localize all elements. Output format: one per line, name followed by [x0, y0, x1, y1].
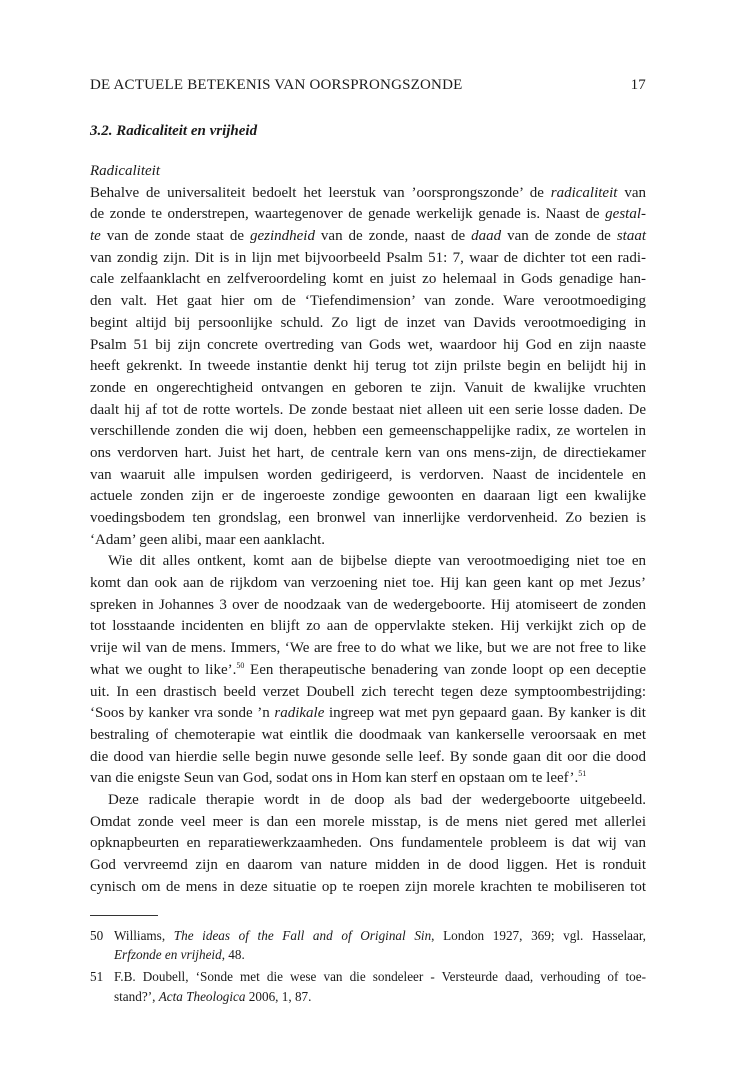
- text-line: [90, 204, 646, 226]
- emphasis: daad: [471, 228, 502, 245]
- text-line: [90, 530, 646, 552]
- text-line: [90, 183, 646, 205]
- emphasis: te: [90, 228, 101, 245]
- text-run: van die enigste Seun van God, sodat ons in Hom kan sterf en opstaan om te leef’.: [90, 770, 579, 787]
- emphasis: radikale: [274, 705, 325, 722]
- footnote-ref[interactable]: 50: [236, 660, 245, 670]
- text-line: [90, 812, 646, 834]
- text-line: [90, 616, 646, 638]
- text-run: Williams,: [114, 928, 174, 943]
- text-run: die dood van hierdie selle begin nuwe gesonde selle leef. By sonde gaan dit oor die dood: [90, 748, 646, 765]
- text-line: [90, 443, 646, 465]
- emphasis: Erfzonde en vrijheid: [114, 947, 222, 963]
- footnote-line: [114, 967, 646, 986]
- footnote-line: [114, 987, 646, 1006]
- text-run: ingreep wat met pyn gepaard gaan. By kanker is dit: [324, 705, 646, 722]
- footnotes: [90, 926, 646, 1009]
- footnote-number: 51: [90, 969, 104, 985]
- text-run: Deze radicale therapie wordt in de doop als bad der wedergeboorte uitgebeeld.: [108, 791, 646, 808]
- text-line: [90, 486, 646, 508]
- text-line: [90, 725, 646, 747]
- text-line: [90, 335, 646, 357]
- text-run: Omdat zonde veel meer is dan een morele misstap, is de mens niet gered met allerlei: [90, 813, 646, 830]
- text-run: daalt hij af tot de rotte wortels. De zonde bestaat niet alleen uit een serie losse daden. De: [90, 401, 646, 418]
- text-run: komt dan ook aan de rijkdom van verzoening niet toe. Hij kan geen kant op met Jezus’: [90, 575, 646, 592]
- body-text: [90, 161, 646, 898]
- text-run: spreken in Johannes 3 over de noodzaak van de wedergeboorte. Hij atomiseert de zonden: [90, 596, 646, 613]
- text-line: [90, 248, 646, 270]
- text-run: 2006, 1, 87.: [245, 988, 312, 1004]
- text-line: [90, 790, 646, 812]
- text-run: bestraling of chemoterapie wat eintlik die doodmaak van kankerselle veroorsaak en met: [90, 726, 646, 743]
- text-run: van waaruit alle impulsen worden gedirigeerd, is verdorven. Naast de incidentele en: [90, 466, 646, 483]
- emphasis: Acta Theologica: [158, 988, 246, 1004]
- footnote-rule: [90, 915, 158, 916]
- footnote-ref[interactable]: 51: [578, 769, 587, 779]
- text-line: [90, 356, 646, 378]
- text-line: [90, 226, 646, 248]
- text-line: [90, 400, 646, 422]
- text-run: van zondig zijn. Dit is in lijn met bijvoorbeeld Psalm 51: 7, waar de dichter tot een radi-: [90, 249, 646, 266]
- text-run: cale zelfaanklacht en zelfveroordeling komt en juist zo helemaal in Gods genadige han-: [90, 271, 646, 288]
- text-line: [90, 682, 646, 704]
- emphasis: gezindheid: [249, 228, 315, 245]
- text-run: van de zonde staat de: [100, 228, 250, 245]
- text-run: actuele zonden zijn er de ingeroeste zondige gewoonten en daaraan ligt een kwalijke: [90, 488, 646, 505]
- text-run: cynisch om de mens in deze situatie op te roepen zijn morele krachten te mobiliseren tot: [90, 878, 646, 895]
- emphasis: radicaliteit: [550, 184, 618, 201]
- text-line: [90, 378, 646, 400]
- subheading: Radicaliteit: [90, 163, 160, 179]
- text-run: den valt. Het gaat hier om de ‘Tiefendimension’ van zonde. Ware verootmoediging: [90, 293, 646, 310]
- text-line: [90, 660, 646, 682]
- text-run: Een therapeutische benadering van zonde loopt op een deceptie: [244, 661, 646, 678]
- text-run: ‘Soos by kanker vra sonde ’n: [90, 705, 275, 722]
- text-run: stand?’,: [114, 988, 159, 1004]
- text-line: [90, 833, 646, 855]
- text-run: what we ought to like’.: [90, 661, 237, 678]
- text-run: van de zonde, naast de: [314, 228, 472, 245]
- text-run: Behalve de universaliteit bedoelt het leerstuk van ’oorsprongszonde’ de: [90, 184, 551, 201]
- running-head-title: DE ACTUELE BETEKENIS VAN OORSPRONGSZONDE: [90, 77, 463, 93]
- text-line: [90, 595, 646, 617]
- text-line: [90, 573, 646, 595]
- text-line: [90, 703, 646, 725]
- text-run: uit. In een drastisch beeld verzet Doubell zich terecht tegen deze symptoombestrijding:: [90, 683, 646, 700]
- footnote-number: 50: [90, 928, 104, 943]
- text-run: van de zonde de: [501, 228, 617, 245]
- section-heading: 3.2. Radicaliteit en vrijheid: [90, 123, 258, 139]
- text-run: ‘Adam’ geen alibi, maar een aanklacht.: [90, 531, 326, 548]
- text-line: [90, 551, 646, 573]
- text-run: van: [617, 184, 646, 201]
- text-line: [90, 877, 646, 899]
- page-number: 17: [630, 77, 646, 93]
- emphasis: The ideas of the Fall and of Original Sin: [173, 928, 432, 943]
- text-line: [90, 313, 646, 335]
- text-run: tot losstaande incidenten en blijft zo aan de oppervlakte steken. Hij verkijkt zich op de: [90, 618, 646, 635]
- text-line: [90, 638, 646, 660]
- footnote-line: [114, 945, 646, 964]
- text-run: Psalm 51 bij zijn concrete overtreding van Gods wet, waardoor hij God en zijn naaste: [90, 336, 646, 353]
- text-run: ons verdorven hart. Juist het hart, de centrale kern van ons mens-zijn, de directiekamer: [90, 444, 646, 461]
- emphasis: gestal-: [605, 206, 646, 223]
- text-line: [90, 269, 646, 291]
- text-run: begint altijd bij persoonlijke schuld. Zo ligt de inzet van Davids verootmoediging in: [90, 314, 646, 331]
- text-run: , London 1927, 369; vgl. Hasselaar,: [431, 928, 646, 943]
- text-run: vrije wil van de mens. Immers, ‘We are free to do what we like, but we are not free to like: [90, 640, 646, 657]
- text-run: voedingsbodem ten grondslag, een bronwel van innerlijke verdorvenheid. Zo bezien is: [90, 510, 646, 526]
- text-run: , 48.: [221, 947, 245, 963]
- text-line: [90, 855, 646, 877]
- text-line: [90, 465, 646, 487]
- footnote-item: [90, 926, 646, 964]
- text-run: God vervreemd zijn en daarom van nature midden in de dood liggen. Het is ronduit: [90, 857, 646, 873]
- footnote-line: [114, 926, 646, 945]
- text-run: zonde en ongerechtigheid ontvangen en geboren te zijn. Vanuit de kwalijke vruchten: [90, 379, 646, 396]
- text-line: [90, 768, 646, 790]
- emphasis: staat: [616, 228, 646, 245]
- footnote-item: [90, 967, 646, 1005]
- text-line: [90, 291, 646, 313]
- text-run: opknapbeurten en reparatiewerkzaamheden. Ons fundamentele probleem is dat wij van: [90, 835, 646, 852]
- text-run: verschillende zonden die wij doen, hebben een gemeenschappelijke radix, ze wortelen in: [90, 423, 646, 440]
- text-line: [90, 508, 646, 530]
- text-run: heeft gekrenkt. In tweede instantie denkt hij terug tot zijn prilste begin en belijdt hij in: [90, 358, 646, 375]
- text-line: [90, 421, 646, 443]
- text-run: F.B. Doubell, ‘Sonde met die wese van die sondeleer - Versteurde daad, verhouding of toe-: [114, 969, 646, 985]
- text-run: Wie dit alles ontkent, komt aan de bijbelse diepte van verootmoediging niet toe en: [108, 553, 646, 570]
- text-line: [90, 747, 646, 769]
- text-run: de zonde te onderstrepen, waartegenover de genade werkelijk genade is. Naast de: [90, 206, 606, 223]
